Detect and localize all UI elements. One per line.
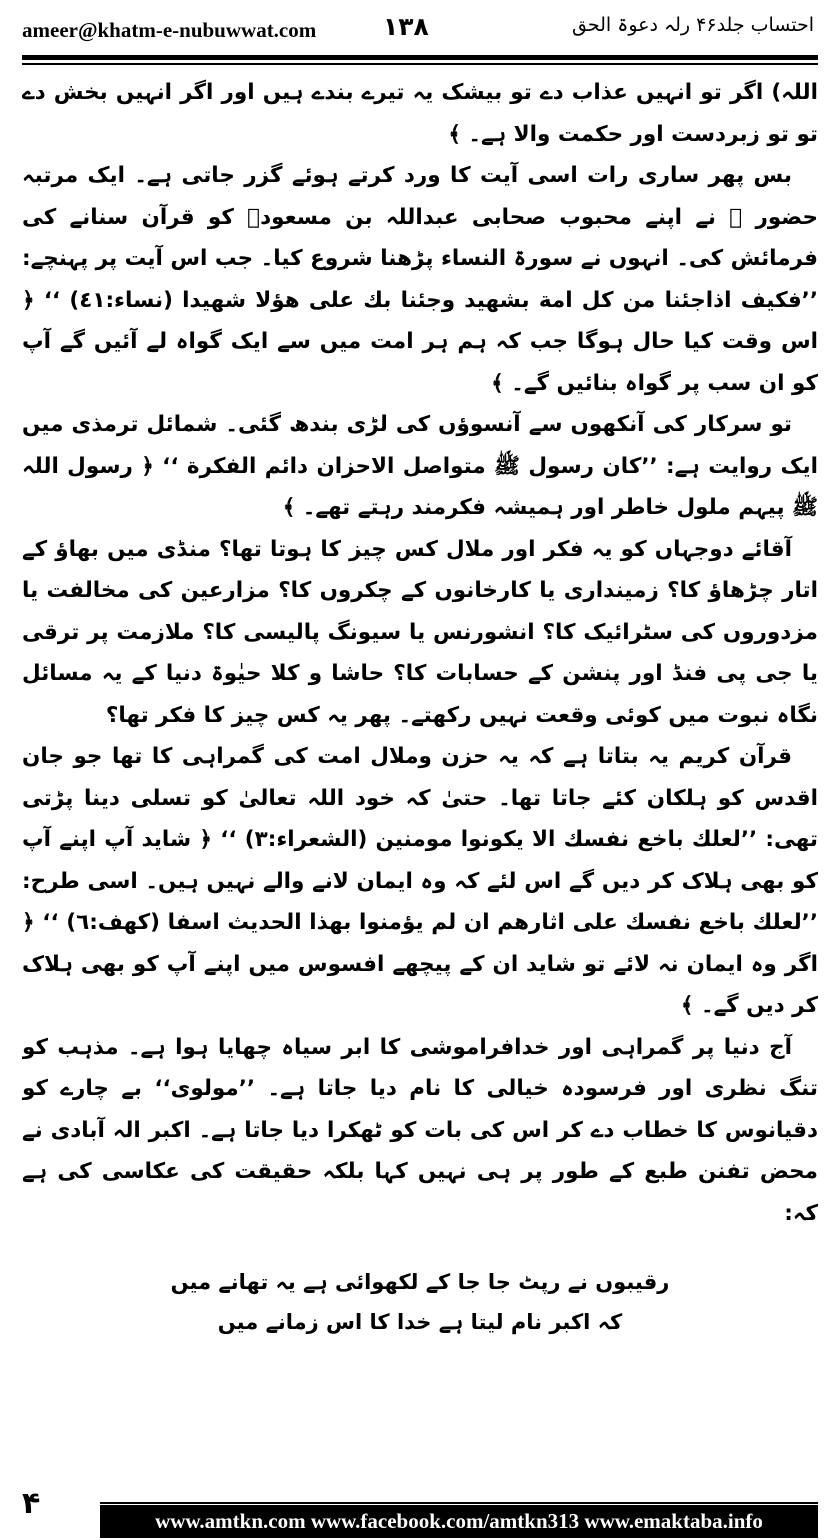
paragraph-4: آقائے دوجہاں کو یہ فکر اور ملال کس چیز کا ہوتا تھا؟ منڈی میں بھاؤ کے اتار چڑھاؤ کا؟ زمینداری یا کارخانوں کے چکروں کا؟ مزارعین کی مخالفت یا مزدوروں کی سٹرائیک کا؟ انشورنس یا سیونگ پالیسی کا؟ ملازمت پر ترقی یا جی پی فنڈ اور پنشن کے حسابات کا؟ حاشا و کلا حیٰوۃ دنیا کے یہ مسائل نگاہ نبوت میں کوئی وقعت نہیں رکھتے۔ پھر یہ کس چیز کا فکر تھا؟ [22,536,818,728]
paragraph-2: بس پھر ساری رات اسی آیت کا ورد کرتے ہوئے گزر جاتی ہے۔ ایک مرتبہ حضور ﷺ نے اپنے محبوب صحابی عبداللہ بن مسعودؓ کو قرآن سنانے کی فرمائش کی۔ انہوں نے سورۃ النساء پڑھنا شروع کیا۔ جب اس آیت پر پہنچے: ’’فکیف اذاجئنا من کل امة بشهید وجئنا بك علی هؤلا شهیدا (نساء:٤١) ‘‘ ﴿ اس وقت کیا حال ہوگا جب کہ ہم ہر امت میں سے ایک گواہ لے آئیں گے آپ کو ان سب پر گواہ بنائیں گے۔ ﴾ [22,163,818,396]
header-rule-thick [22,55,818,60]
header-rule-thin [22,63,818,65]
footer-rule [100,1502,818,1504]
header-email: ameer@khatm-e-nubuwwat.com [22,18,317,42]
page-footer [0,1482,840,1540]
footer-page-number: ۴ [22,1486,41,1521]
poem-couplet [22,1262,818,1342]
header-page-number: ۱۳۸ [383,12,429,41]
page-body [22,72,818,1458]
paragraph-6: آج دنیا پر گمراہی اور خدافراموشی کا ابر سیاہ چھایا ہوا ہے۔ مذہب کو تنگ نظری اور فرسودہ خیالی کا نام دیا جاتا ہے۔ ’’مولوی‘‘ بے چارے کو دقیانوس کا خطاب دے کر اس کی بات کو ٹھکرا دیا جاتا ہے۔ اکبر الہ آبادی نے محض تفنن طبع کے طور پر ہی نہیں کہا بلکہ حقیقت کی عکاسی کی ہے کہ: [22,1034,818,1226]
poem-line-2: کہ اکبر نام لیتا ہے خدا کا اس زمانے میں [217,1310,623,1334]
poem-line-1: رقیبوں نے رپٹ جا جا کے لکھوائی ہے یہ تھانے میں [170,1270,670,1294]
paragraph-1: اللہ) اگر تو انہیں عذاب دے تو بیشک یہ تیرے بندے ہیں اور اگر انہیں بخش دے تو تو زبردست اور حکمت والا ہے۔ ﴾ [22,80,818,147]
paragraph-5: قرآن کریم یہ بتاتا ہے کہ یہ حزن وملال امت کی گمراہی کا تھا جو جان اقدس کو ہلکان کئے جاتا تھا۔ حتیٰ کہ خود اللہ تعالیٰ کو تسلی دینا پڑتی تھی: ’’لعلك باخع نفسك الا یکونوا مومنین (الشعراء:٣) ‘‘ ﴿ شاید آپ اپنے آپ کو بھی ہلاک کر دیں گے اس لئے کہ وہ ایمان لانے والے نہیں ہیں۔ اسی طرح: ’’لعلك باخع نفسك علی اثارهم ان لم یؤمنوا بهذا الحدیث اسفا (کهف:٦) ‘‘ ﴿ اگر وہ ایمان نہ لائے تو شاید ان کے پیچھے افسوس میں اپنے آپ کو بھی ہلاک کر دیں گے۔ ﴾ [22,744,818,1018]
paragraph-3: تو سرکار کی آنکھوں سے آنسوؤں کی لڑی بندھ گئی۔ شمائل ترمذی میں ایک روایت ہے: ’’کان رسول ﷺ متواصل الاحزان دائم الفکرة ‘‘ ﴿ رسول اللہ ﷺ پیہم ملول خاطر اور ہمیشہ فکرمند رہتے تھے۔ ﴾ [22,412,818,520]
header-book-title: احتساب جلد۴۶ رلہ دعوۃ الحق [572,14,814,36]
footer-urls: www.amtkn.com www.facebook.com/amtkn313 www.emaktaba.info [100,1505,818,1538]
